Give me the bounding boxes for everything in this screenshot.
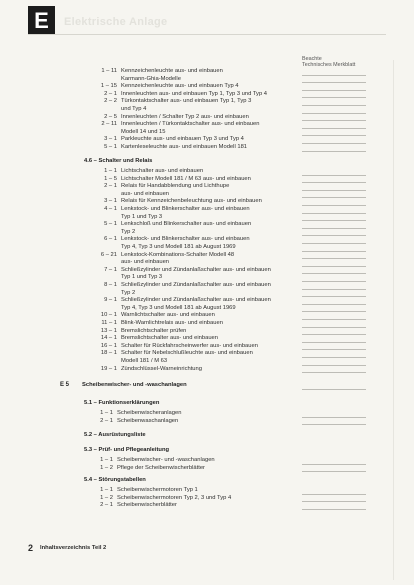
note-line bbox=[302, 372, 366, 373]
note-line bbox=[302, 182, 366, 183]
note-line bbox=[302, 296, 366, 297]
chapter-title: Scheibenwischer- und -waschanlagen bbox=[82, 382, 187, 388]
item-title: Schalter für Rückfahrscheinwerfer aus- und einbauen bbox=[121, 342, 258, 349]
item-number: 5 – 1 bbox=[104, 221, 117, 228]
item-title: Innenleuchten / Türkontaktschalter aus- und einbauen bbox=[121, 121, 260, 128]
subsection-heading: 5.2 – Ausrüstungsliste bbox=[84, 432, 146, 438]
section-heading: 4.6 – Schalter und Relais bbox=[84, 158, 153, 164]
header-divider bbox=[28, 34, 386, 35]
item-title: Lenkstock- und Blinkerschalter aus- und einbauen bbox=[121, 236, 250, 243]
section-letter-block: E bbox=[28, 6, 55, 35]
note-line bbox=[302, 471, 366, 472]
note-line bbox=[302, 151, 366, 152]
item-title: Typ 2 bbox=[121, 289, 136, 296]
item-number: 6 – 1 bbox=[104, 236, 117, 243]
item-number: 1 – 2 bbox=[100, 464, 113, 471]
item-title: Modell 181 / M 63 bbox=[121, 358, 168, 364]
note-line bbox=[302, 113, 366, 114]
item-title: Parkleuchte aus- und einbauen Typ 3 und Typ 4 bbox=[121, 136, 244, 143]
item-title: und Typ 4 bbox=[121, 106, 147, 112]
item-title: Warnlichtschalter aus- und einbauen bbox=[121, 312, 215, 319]
item-number: 8 – 1 bbox=[104, 282, 117, 288]
item-number: 1 – 1 bbox=[100, 457, 113, 463]
note-line bbox=[302, 327, 366, 328]
item-title: Bremslichtschalter prüfen bbox=[121, 327, 187, 334]
item-title: Scheibenwaschanlagen bbox=[117, 417, 179, 424]
subsection-heading: 5.1 – Funktionserklärungen bbox=[84, 400, 160, 406]
item-number: 1 – 1 bbox=[100, 487, 113, 493]
item-number: 3 – 1 bbox=[104, 198, 117, 205]
item-number: 1 – 1 bbox=[100, 410, 113, 416]
note-line bbox=[302, 365, 366, 366]
note-line bbox=[302, 311, 366, 312]
note-line bbox=[302, 304, 366, 305]
item-title: Scheibenwischermotoren Typ 2, 3 und Typ 4 bbox=[117, 494, 232, 501]
item-number: 9 – 1 bbox=[104, 297, 117, 304]
item-title: aus- und einbauen bbox=[121, 259, 170, 266]
item-title: Typ 4, Typ 3 und Modell 181 ab August 1969 bbox=[121, 304, 236, 311]
item-title: Scheibenwischer- und -waschanlagen bbox=[117, 457, 215, 463]
item-title: Kartenleseleuchte aus- und einbauen Modell 181 bbox=[121, 144, 248, 150]
item-title: aus- und einbauen bbox=[121, 190, 170, 197]
note-line bbox=[302, 205, 366, 206]
item-title: Türkontaktschalter aus- und einbauen Typ 1, Typ 3 bbox=[121, 98, 252, 105]
item-title: Kennzeichenleuchte aus- und einbauen Typ 4 bbox=[121, 83, 239, 90]
note-line bbox=[302, 319, 366, 320]
item-number: 13 – 1 bbox=[100, 327, 117, 334]
item-number: 19 – 1 bbox=[100, 365, 117, 372]
item-title: Pflege der Scheibenwischerblätter bbox=[117, 464, 205, 471]
item-number: 2 – 1 bbox=[104, 183, 117, 190]
note-line bbox=[302, 82, 366, 83]
item-number: 4 – 1 bbox=[104, 206, 117, 212]
item-title: Lichtschalter Modell 181 / M 63 aus- und einbauen bbox=[121, 175, 251, 182]
item-number: 14 – 1 bbox=[100, 335, 117, 342]
note-line bbox=[302, 143, 366, 144]
item-title: Karmann-Ghia-Modelle bbox=[121, 75, 181, 82]
note-line bbox=[302, 281, 366, 282]
note-line bbox=[302, 97, 366, 98]
note-line bbox=[302, 389, 366, 390]
note-line bbox=[302, 266, 366, 267]
item-number: 1 – 15 bbox=[100, 83, 117, 90]
note-line bbox=[302, 349, 366, 350]
item-title: Schließzylinder und Zündanlaßschalter aus- und einbauen bbox=[121, 297, 271, 304]
note-line bbox=[302, 128, 366, 129]
item-title: Blink-Warnlichtrelais aus- und einbauen bbox=[121, 320, 223, 326]
item-title: Lenkstock- und Blinkerschalter aus- und einbauen bbox=[121, 206, 250, 212]
note-line bbox=[302, 342, 366, 343]
item-title: Innenleuchten aus- und einbauen Typ 1, Typ 3 und Typ 4 bbox=[121, 90, 268, 97]
beachte-column-header bbox=[302, 56, 355, 69]
item-title: Typ 4, Typ 3 und Modell 181 ab August 1969 bbox=[121, 244, 236, 250]
item-title: Schließzylinder und Zündanlaßschalter aus- und einbauen bbox=[121, 282, 271, 288]
note-line bbox=[302, 220, 366, 221]
note-line bbox=[302, 120, 366, 121]
note-line bbox=[302, 251, 366, 252]
item-title: Scheibenwischermotoren Typ 1 bbox=[117, 487, 198, 493]
item-number: 2 – 1 bbox=[104, 90, 117, 97]
note-line bbox=[302, 213, 366, 214]
note-line bbox=[302, 509, 366, 510]
note-line bbox=[302, 334, 366, 335]
item-title: Schalter für Nebelschlußleuchte aus- und einbauen bbox=[121, 350, 253, 357]
subsection-heading: 5.4 – Störungstabellen bbox=[84, 477, 146, 483]
item-title: Zündschlüssel-Warneinrichtung bbox=[121, 365, 202, 372]
item-title: Innenleuchten / Schalter Typ 2 aus- und einbauen bbox=[121, 113, 249, 120]
item-number: 2 – 1 bbox=[100, 502, 113, 509]
item-title: Modell 14 und 15 bbox=[121, 128, 166, 135]
item-title: Lenkschloß und Blinkerschalter aus- und einbauen bbox=[121, 221, 252, 228]
note-line bbox=[302, 175, 366, 176]
footer-title: Inhaltsverzeichnis Teil 2 bbox=[40, 545, 107, 551]
note-line bbox=[302, 501, 366, 502]
note-line bbox=[302, 424, 366, 425]
item-title: Typ 1 und Typ 3 bbox=[121, 274, 163, 281]
item-number: 1 – 11 bbox=[101, 68, 117, 74]
item-number: 5 – 1 bbox=[104, 144, 117, 150]
note-line bbox=[302, 494, 366, 495]
note-line bbox=[302, 464, 366, 465]
note-line bbox=[302, 235, 366, 236]
right-margin-line bbox=[393, 60, 394, 580]
item-number: 2 – 1 bbox=[100, 417, 113, 424]
note-line bbox=[302, 197, 366, 198]
note-line bbox=[302, 417, 366, 418]
note-line bbox=[302, 273, 366, 274]
note-line bbox=[302, 90, 366, 91]
item-number: 3 – 1 bbox=[104, 136, 117, 143]
item-number: 18 – 1 bbox=[100, 350, 117, 357]
note-line bbox=[302, 105, 366, 106]
note-line bbox=[302, 357, 366, 358]
item-number: 1 – 5 bbox=[104, 175, 117, 182]
item-number: 7 – 1 bbox=[104, 266, 117, 273]
subsection-heading: 5.3 – Prüf- und Pflegeanleitung bbox=[84, 447, 170, 453]
item-number: 11 – 1 bbox=[101, 320, 117, 326]
item-title: Scheibenwischerblätter bbox=[117, 502, 177, 509]
item-title: Lenkstock-Kombinations-Schalter Modell 48 bbox=[121, 251, 235, 258]
chapter-code: E 5 bbox=[60, 382, 70, 388]
item-title: Typ 1 und Typ 3 bbox=[121, 213, 163, 220]
merkblatt-label: Technisches Merkblatt bbox=[302, 62, 356, 69]
item-number: 2 – 2 bbox=[104, 98, 117, 105]
item-title: Scheibenwischeranlagen bbox=[117, 410, 182, 416]
item-title: Kennzeichenleuchte aus- und einbauen bbox=[121, 68, 223, 74]
faded-header-title: Elektrische Anlage bbox=[64, 16, 168, 28]
item-number: 2 – 11 bbox=[101, 121, 117, 128]
note-line bbox=[302, 258, 366, 259]
item-number: 10 – 1 bbox=[100, 312, 117, 319]
item-number: 1 – 1 bbox=[104, 168, 117, 174]
beachte-label: Beachte bbox=[302, 56, 322, 62]
note-line bbox=[302, 289, 366, 290]
item-title: Schließzylinder und Zündanlaßschalter aus- und einbauen bbox=[121, 266, 271, 273]
page-number: 2 bbox=[28, 543, 34, 553]
item-title: Typ 2 bbox=[121, 228, 136, 235]
item-title: Relais für Kennzeichenbeleuchtung aus- und einbauen bbox=[121, 198, 262, 205]
note-line bbox=[302, 228, 366, 229]
item-number: 2 – 5 bbox=[104, 113, 117, 120]
note-line bbox=[302, 135, 366, 136]
note-line bbox=[302, 190, 366, 191]
note-line bbox=[302, 75, 366, 76]
item-title: Relais für Handabblendung und Lichthupe bbox=[121, 183, 230, 190]
item-number: 16 – 1 bbox=[100, 342, 117, 349]
item-number: 1 – 2 bbox=[100, 494, 113, 501]
item-title: Lichtschalter aus- und einbauen bbox=[121, 168, 204, 174]
item-title: Bremslichtschalter aus- und einbauen bbox=[121, 335, 218, 342]
note-line bbox=[302, 243, 366, 244]
item-number: 6 – 21 bbox=[100, 251, 117, 258]
